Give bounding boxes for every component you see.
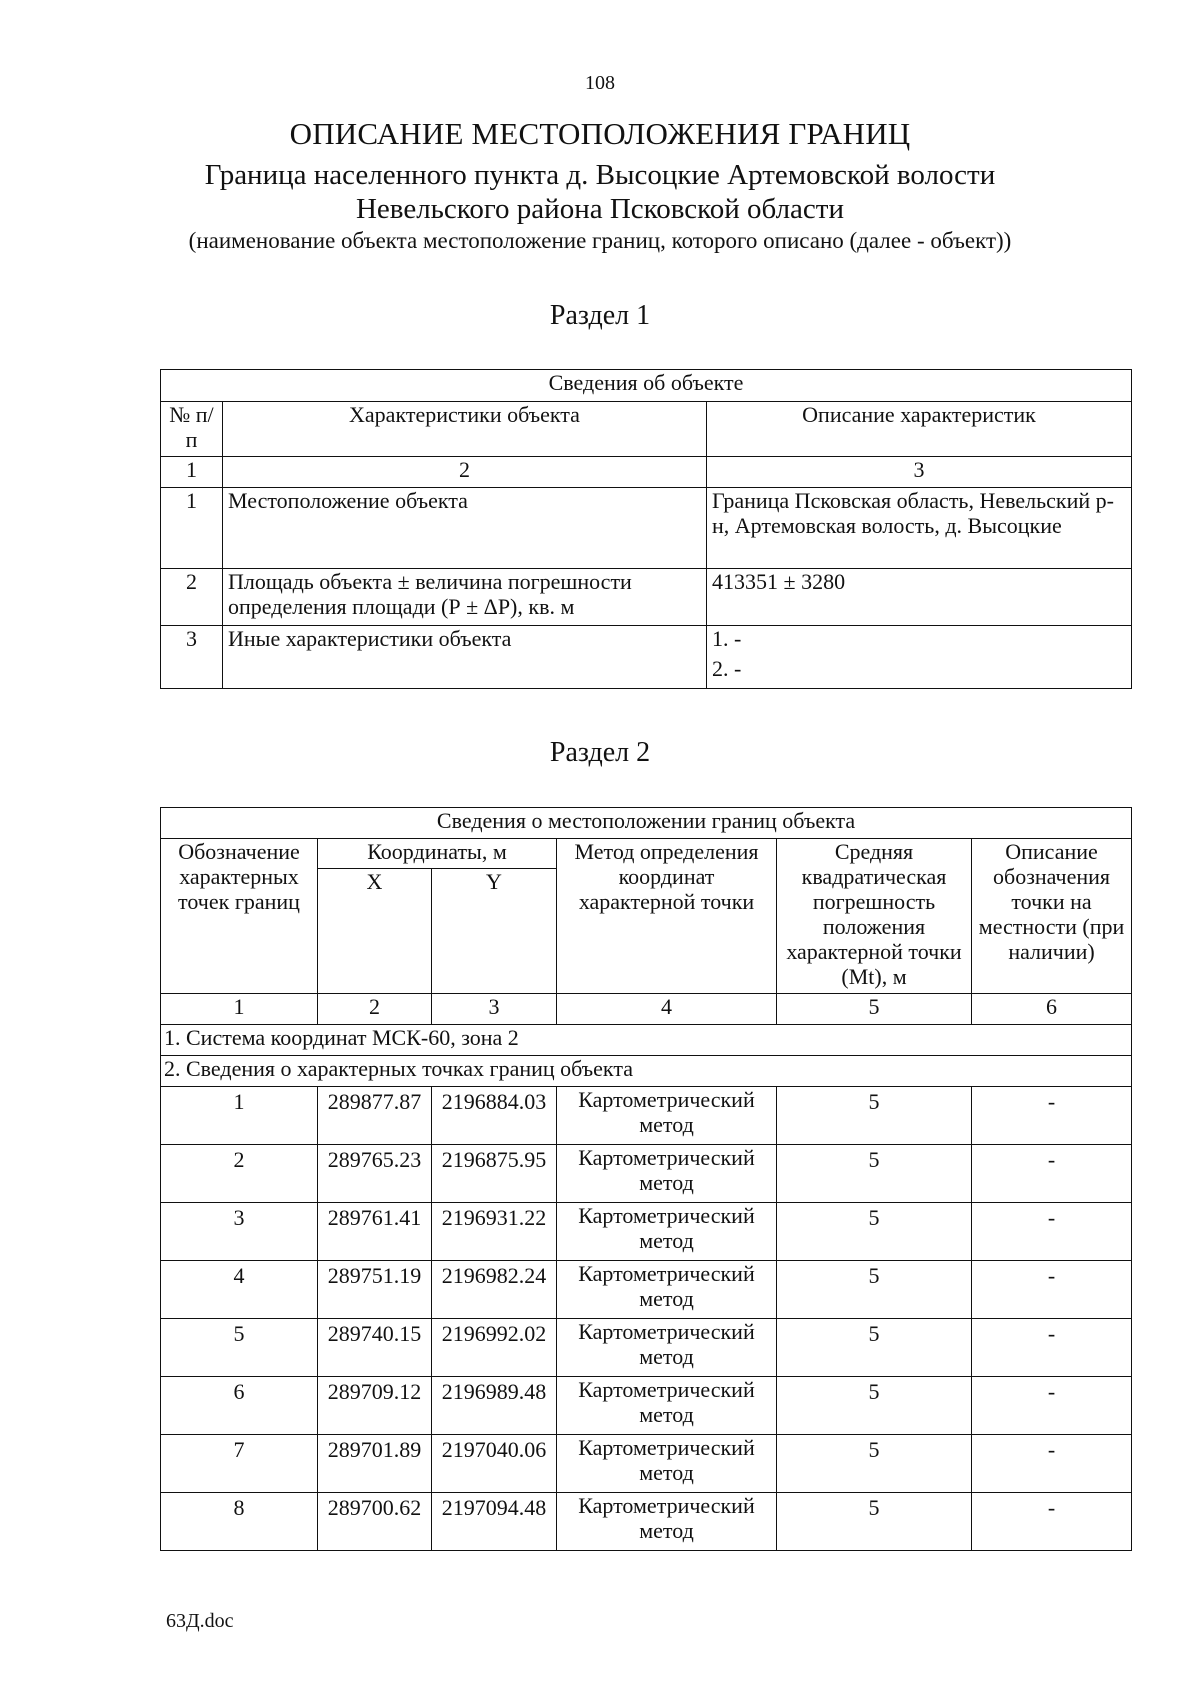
table-row [161,1319,1132,1377]
characteristic-name: Иные характеристики объекта [223,626,707,689]
file-name: 63Д.doc [166,1610,234,1632]
error-value: 5 [777,1087,972,1145]
coordinate-y: 2196875.95 [432,1145,557,1203]
column-header-method: Метод определения координат характерной точки [557,839,777,994]
point-description: - [972,1145,1132,1203]
method: Картометрический метод [557,1261,777,1319]
point-description: - [972,1377,1132,1435]
error-value: 5 [777,1145,972,1203]
point-id: 4 [161,1261,318,1319]
coordinate-y: 2196989.48 [432,1377,557,1435]
method: Картометрический метод [557,1493,777,1551]
coordinate-x: 289751.19 [318,1261,432,1319]
column-number: 1 [161,994,318,1025]
point-description: - [972,1261,1132,1319]
point-id: 7 [161,1435,318,1493]
subtitle-line: Граница населенного пункта д. Высоцкие Артемовской волости [204,159,996,191]
boundary-points-table [160,807,1132,1551]
value-line: 2. - [712,656,742,681]
characteristic-value [707,626,1132,689]
coordinate-y: 2196992.02 [432,1319,557,1377]
coordinate-y: 2197040.06 [432,1435,557,1493]
column-header-coordinates: Координаты, м [318,839,557,869]
object-info-table [160,369,1132,689]
method: Картометрический метод [557,1435,777,1493]
object-caption: (наименование объекта местоположение границ, которого описано (далее - объект)) [188,228,1012,253]
point-id: 2 [161,1145,318,1203]
error-value: 5 [777,1203,972,1261]
column-number: 1 [161,457,223,488]
column-number: 3 [432,994,557,1025]
column-header-point: Обозначение характерных точек границ [161,839,318,994]
table-row [161,1261,1132,1319]
table-row [161,1203,1132,1261]
method: Картометрический метод [557,1203,777,1261]
error-value: 5 [777,1493,972,1551]
characteristic-value: Граница Псковская область, Невельский р-н, Артемовская волость, д. Высоцкие [707,488,1132,569]
point-description: - [972,1319,1132,1377]
method: Картометрический метод [557,1145,777,1203]
point-description: - [972,1435,1132,1493]
table-row [161,626,1132,689]
page-number: 108 [585,72,615,94]
table-row [161,1435,1132,1493]
error-value: 5 [777,1377,972,1435]
point-description: - [972,1203,1132,1261]
point-description: - [972,1493,1132,1551]
column-number: 2 [223,457,707,488]
document-title: ОПИСАНИЕ МЕСТОПОЛОЖЕНИЯ ГРАНИЦ [289,116,911,151]
row-number: 2 [161,569,223,626]
column-number: 2 [318,994,432,1025]
column-header-description: Описание обозначения точки на местности (при наличии) [972,839,1132,994]
coordinate-x: 289700.62 [318,1493,432,1551]
coordinate-system: 1. Система координат МСК-60, зона 2 [161,1025,1132,1056]
point-id: 3 [161,1203,318,1261]
column-number: 6 [972,994,1132,1025]
point-description: - [972,1087,1132,1145]
row-number: 1 [161,488,223,569]
characteristic-name: Площадь объекта ± величина погрешности определения площади (Р ± ΔР), кв. м [223,569,707,626]
point-id: 8 [161,1493,318,1551]
coordinate-y: 2196931.22 [432,1203,557,1261]
coordinate-x: 289761.41 [318,1203,432,1261]
coordinate-y: 2196982.24 [432,1261,557,1319]
table-title: Сведения о местоположении границ объекта [161,808,1132,839]
characteristic-value: 413351 ± 3280 [707,569,1132,626]
table-row [161,1087,1132,1145]
error-value: 5 [777,1261,972,1319]
column-number: 5 [777,994,972,1025]
coordinate-x: 289877.87 [318,1087,432,1145]
error-value: 5 [777,1319,972,1377]
point-id: 5 [161,1319,318,1377]
column-header: Характеристики объекта [223,402,707,457]
subtitle-line: Невельского района Псковской области [355,193,844,225]
coordinate-x: 289740.15 [318,1319,432,1377]
points-section-title: 2. Сведения о характерных точках границ объекта [161,1056,1132,1087]
value-line: 1. - [712,626,742,651]
column-header-error: Средняя квадратическая погрешность положения характерной точки (Mt), м [777,839,972,994]
row-number: 3 [161,626,223,689]
section-2-title: Раздел 2 [549,737,651,768]
characteristic-name: Местоположение объекта [223,488,707,569]
method: Картометрический метод [557,1319,777,1377]
coordinate-y: 2196884.03 [432,1087,557,1145]
table-title: Сведения об объекте [161,370,1132,402]
table-row [161,488,1132,569]
coordinate-y: 2197094.48 [432,1493,557,1551]
column-number: 3 [707,457,1132,488]
section-1-title: Раздел 1 [549,300,651,331]
point-id: 6 [161,1377,318,1435]
column-number: 4 [557,994,777,1025]
table-row [161,1493,1132,1551]
error-value: 5 [777,1435,972,1493]
coordinate-x: 289709.12 [318,1377,432,1435]
column-header-y: Y [432,869,557,994]
column-header-x: X [318,869,432,994]
table-row [161,569,1132,626]
method: Картометрический метод [557,1377,777,1435]
document-subtitle [0,158,1200,226]
table-row [161,1377,1132,1435]
coordinate-x: 289765.23 [318,1145,432,1203]
column-header: № п/п [161,402,223,457]
method: Картометрический метод [557,1087,777,1145]
table-row [161,1145,1132,1203]
point-id: 1 [161,1087,318,1145]
coordinate-x: 289701.89 [318,1435,432,1493]
column-header: Описание характеристик [707,402,1132,457]
